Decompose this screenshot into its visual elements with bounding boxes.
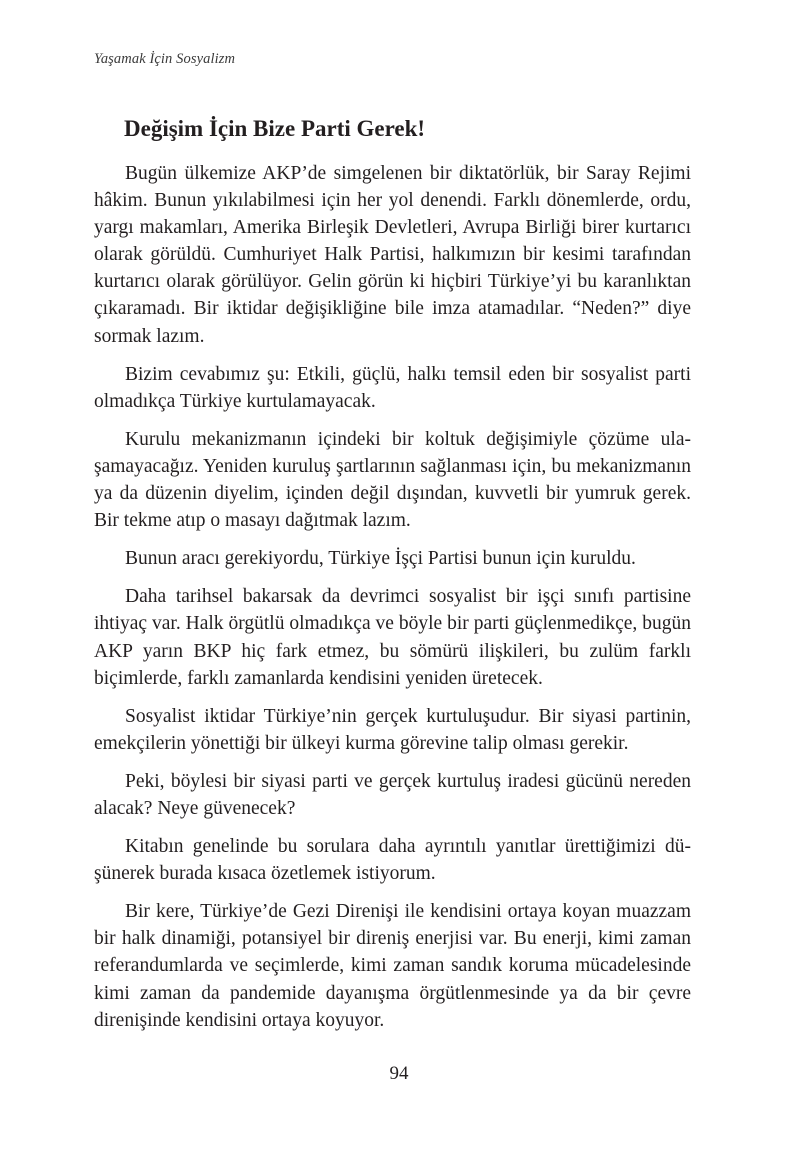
paragraph-3: Kurulu mekanizmanın içindeki bir koltuk değişimiyle çözüme ulaşamayacağız. Yeniden kuruluş şartlarının sağlanması için, bu mekanizmanın ya da düzenin diyelim, içinden değil dışından, kuvvetli bir yumruk gerek. Bir tekme atıp o masayı dağıtmak lazım.: [94, 428, 691, 532]
paragraph-6: Sosyalist iktidar Türkiye’nin gerçek kurtuluşudur. Bir siyasi partinin, emekçilerin yönettiği bir ülkeyi kurma görevine talip olması gerekir.: [94, 705, 691, 754]
paragraph-8: Kitabın genelinde bu sorulara daha ayrıntılı yanıtlar ürettiğimizi düşünerek burada kısaca özetlemek istiyorum.: [94, 836, 691, 885]
chapter-title: Değişim İçin Bize Parti Gerek!: [124, 116, 426, 141]
paragraph-7: Peki, böylesi bir siyasi parti ve gerçek kurtuluş iradesi gücünü nereden alacak? Neye güvenecek?: [94, 770, 691, 819]
paragraph-2: Bizim cevabımız şu: Etkili, güçlü, halkı temsil eden bir sosyalist parti olmadıkça Türkiye kurtulamayacak.: [94, 363, 691, 412]
running-header: Yaşamak İçin Sosyalizm: [94, 51, 236, 67]
paragraph-5: Daha tarihsel bakarsak da devrimci sosyalist bir işçi sınıfı partisine ihtiyaç var. Halk örgütlü olmadıkça ve böyle bir parti güçlenmedikçe, bugün AKP yarın BKP hiç fark etmez, bu sömürü ilişkileri, bu zulüm farklı biçimlerde, farklı zamanlarda kendisini yeniden üretecek.: [94, 586, 691, 689]
paragraph-1: Bugün ülkemize AKP’de simgelenen bir diktatörlük, bir Saray Rejimi hâkim. Bunun yıkılabilmesi için her yol denendi. Farklı dönemlerde, ordu, yargı makamları, Amerika Birleşik Devletleri, Avrupa Birliği birer kurtarıcı olarak görüldü. Cumhuriyet Halk Partisi, halkımızın bir kesimi tarafından kurtarıcı olarak görülüyor. Gelin görün ki hiçbiri Türkiye’yi bu karanlıktan çıkaramadı. Bir iktidar değişikliğine bile imza atamadılar. “Neden?” diye sormak lazım.: [94, 163, 691, 347]
paragraph-9: Bir kere, Türkiye’de Gezi Direnişi ile kendisini ortaya koyan muazzam bir halk dinamiği, potansiyel bir direniş enerjisi var. Bu enerji, kimi zaman referandumlarda ve seçimlerde, kimi zaman sandık koruma mücadelesinde kimi zaman da pandemide dayanışma örgütlenmesinde ya da bir çevre direnişinde kendisini ortaya koyuyor.: [94, 901, 691, 1031]
body-text: [94, 160, 691, 1045]
page-number: 94: [389, 1063, 409, 1084]
paragraph-4: Bunun aracı gerekiyordu, Türkiye İşçi Partisi bunun için kuruldu.: [125, 548, 636, 570]
